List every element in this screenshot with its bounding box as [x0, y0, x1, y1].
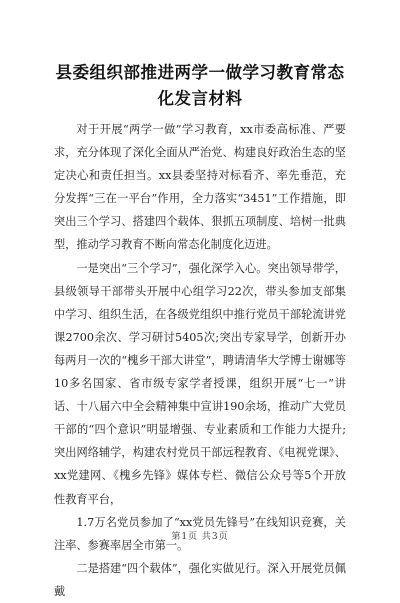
paragraph-four-carriers: 二是搭建“四个载体”，强化实做见行。深入开展党员佩戴: [54, 561, 346, 598]
document-title: 县委组织部推进两学一做学习教育常态化发言材料: [55, 63, 345, 108]
paragraph-three-studies: 一是突出“三个学习”，强化深学入心。突出领导带学，县级领导干部带头开展中心组学习22次，带头参加支部集中学习、组织生活，在各级党组织中推行党员干部轮流讲党课2700余次、学习研讨5405次;突出专家导学，创新开办每两月一次的“槐乡干部大讲堂”，聘请清华大学博士谢娜等10多名国家、省市级专家学者授课，组织开展“七一”讲话、十八届六中全会精神集中宣讲190余场，推动广大党员干部的“四个意识”明显增强、专业素质和工作能力大提升;突出网络辅学，构建农村党员干部远程教育、《电视党课》、xx党建网、《槐乡先锋》媒体专栏、微信公众号等5个开放性教育平台，: [54, 261, 346, 506]
paragraph-quiz-result: 1.7万名党员参加了“xx党员先锋号”在线知识竞赛，关注率、参赛率居全市第一。: [54, 515, 346, 552]
page-number: 第1页 共3页: [171, 532, 229, 542]
paragraph-intro: 对于开展“两学一做”学习教育，xx市委高标准、严要求，充分体现了深化全面从严治党、构建良好政治生态的坚定决心和责任担当。xx县委坚持对标看齐、率先垂范，充分发挥“三在一平台”作用，全力落实“3451”工作措施，即突出三个学习、搭建四个载体、狠抓五项制度、培树一批典型，推动学习教育不断向常态化制度化迈进。: [54, 123, 346, 252]
